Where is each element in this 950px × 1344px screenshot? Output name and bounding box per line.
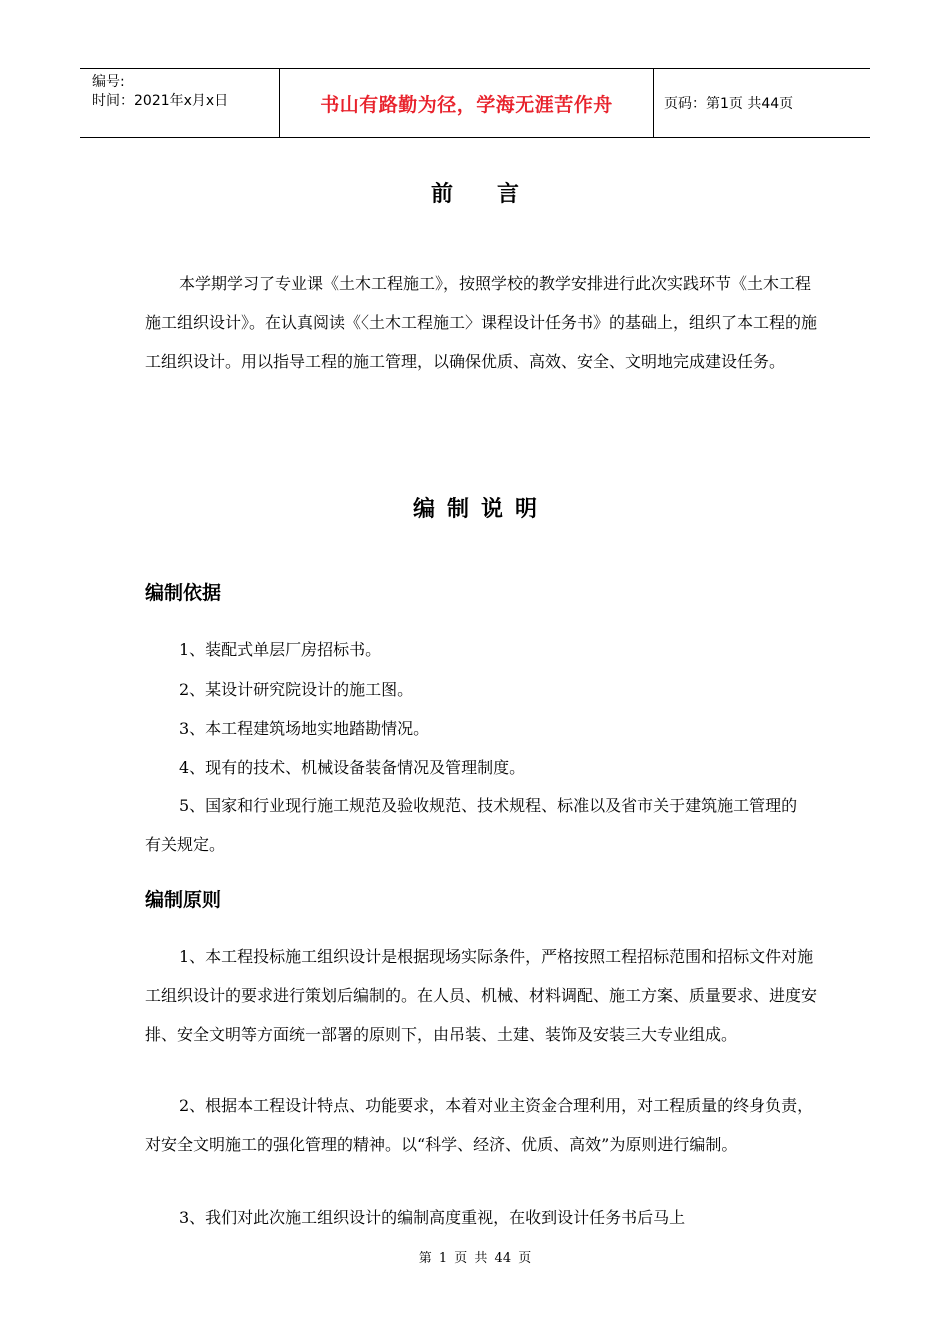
header-meta-cell: [80, 69, 280, 137]
header-page-info: 页码：第1页 共44页: [664, 96, 794, 112]
basis-heading: 编制依据: [145, 582, 222, 604]
basis-item-2: 2、某设计研究院设计的施工图。: [179, 680, 414, 699]
basis-item-1: 1、装配式单层厂房招标书。: [179, 640, 382, 659]
basis-item-5: 5、国家和行业现行施工规范及验收规范、技术规程、标准以及省市关于建筑施工管理的有关规定。: [145, 796, 798, 854]
page-footer: 第 1 页 共 44 页: [418, 1251, 532, 1266]
document-time-label: 时间：2021年x月x日: [92, 93, 229, 109]
basis-item-3: 3、本工程建筑场地实地踏勘情况。: [179, 719, 430, 738]
header-motto: 书山有路勤为径，学海无涯苦作舟: [280, 69, 654, 137]
explanation-title: 编制说明: [412, 497, 549, 522]
preface-title: 前言: [430, 182, 563, 207]
principle-item-1: 1、本工程投标施工组织设计是根据现场实际条件，严格按照工程招标范围和招标文件对施工组织设计的要求进行策划后编制的。在人员、机械、材料调配、施工方案、质量要求、进度安排、安全文明等方面统一部署的原则下，由吊装、土建、装饰及安装三大专业组成。: [145, 947, 818, 1044]
principle-item-2: 2、根据本工程设计特点、功能要求，本着对业主资金合理利用，对工程质量的终身负责，对安全文明施工的强化管理的精神。以“科学、经济、优质、高效”为原则进行编制。: [145, 1096, 814, 1154]
principle-item-3: 3、我们对此次施工组织设计的编制高度重视，在收到设计任务书后马上: [179, 1208, 686, 1227]
header-table: [80, 68, 870, 138]
preface-paragraph: 本学期学习了专业课《土木工程施工》，按照学校的教学安排进行此次实践环节《土木工程施工组织设计》。在认真阅读《〈土木工程施工〉课程设计任务书》的基础上，组织了本工程的施工组织设计。用以指导工程的施工管理，以确保优质、高效、安全、文明地完成建设任务。: [145, 274, 818, 371]
document-number-label: 编号:: [92, 74, 125, 90]
basis-item-4: 4、现有的技术、机械设备装备情况及管理制度。: [179, 758, 526, 777]
principles-heading: 编制原则: [145, 889, 222, 911]
